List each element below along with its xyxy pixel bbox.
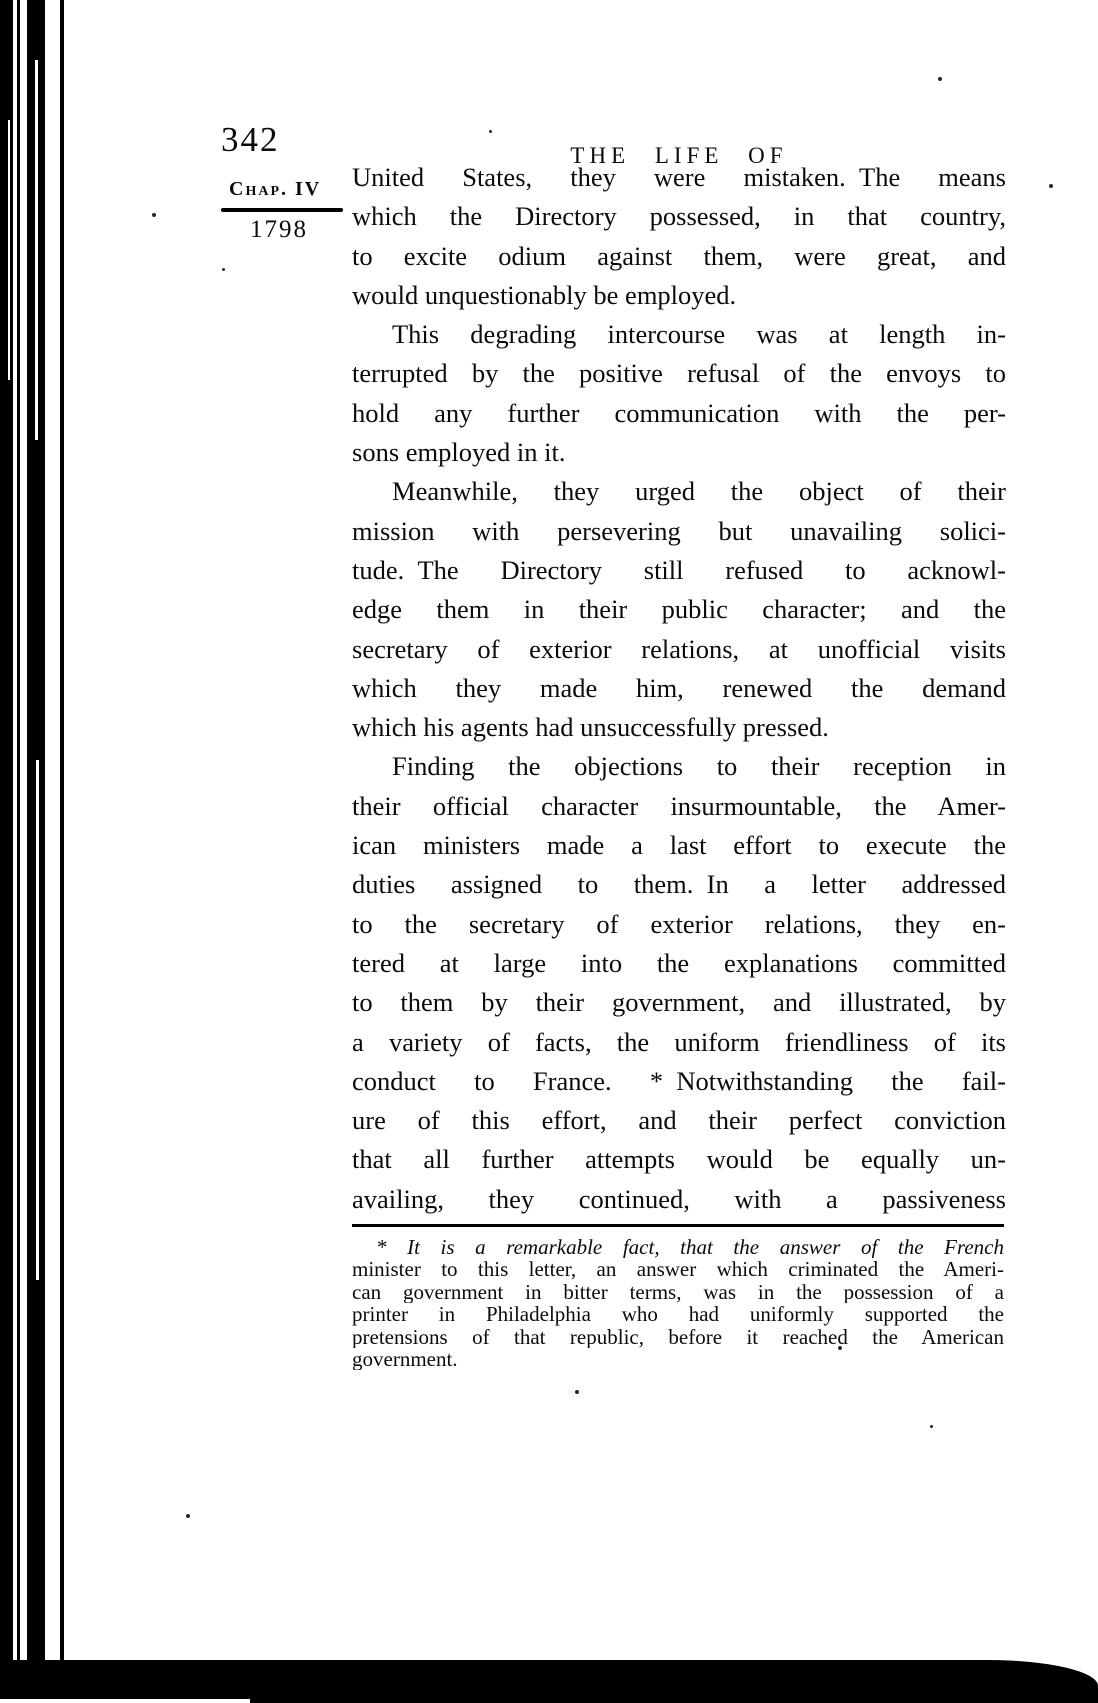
bottom-scan-sliver <box>0 1699 250 1703</box>
ink-speck <box>152 213 156 217</box>
body-line: that all further attempts would be equally un- <box>352 1144 1006 1175</box>
body-line: Meanwhile, they urged the object of their <box>392 476 1006 507</box>
footnote-rule <box>352 1224 1004 1227</box>
gutter-stripe <box>17 0 20 1668</box>
ink-speck <box>938 77 942 81</box>
body-text <box>352 158 1006 1219</box>
body-line: Finding the objections to their reception in <box>392 751 1006 782</box>
body-line: conduct to France. * Notwithstanding the fail- <box>352 1065 1006 1096</box>
body-line: edge them in their public character; and the <box>352 594 1006 625</box>
body-line: which his agents had unsuccessfully pressed. <box>352 712 829 743</box>
footnote-line: pretensions of that republic, before it reached the American <box>352 1325 1004 1349</box>
body-line: sons employed in it. <box>352 437 566 468</box>
body-line: secretary of exterior relations, at unofficial visits <box>352 633 1006 664</box>
ink-speck <box>489 130 492 133</box>
body-line: mission with persevering but unavailing solici- <box>352 515 1006 546</box>
body-line: tered at large into the explanations committed <box>352 947 1006 978</box>
footnote <box>352 1236 1004 1370</box>
body-line: duties assigned to them. In a letter addressed <box>352 869 1006 900</box>
body-line: terrupted by the positive refusal of the envoys to <box>352 358 1006 389</box>
gutter-stripe <box>0 0 13 1668</box>
footnote-line: printer in Philadelphia who had uniformly supported the <box>352 1303 1004 1326</box>
gutter-white-streak <box>8 120 10 380</box>
body-line: ican ministers made a last effort to execute the <box>352 830 1006 861</box>
running-header: THE LIFE OF <box>570 143 788 168</box>
body-line: would unquestionably be employed. <box>352 279 737 310</box>
gutter-stripe <box>60 0 64 1668</box>
body-line: their official character insurmountable, the Amer- <box>352 790 1006 821</box>
ink-speck <box>575 1390 579 1394</box>
footnote-line: minister to this letter, an answer which criminated the Ameri- <box>352 1258 1004 1281</box>
body-line: which the Directory possessed, in that country, <box>352 201 1006 232</box>
body-line: United States, they were mistaken. The means <box>352 162 1006 192</box>
chapter-label: Chap. IV <box>229 178 322 200</box>
body-line: This degrading intercourse was at length in- <box>392 319 1006 350</box>
body-line: tude. The Directory still refused to acknowl- <box>352 554 1006 585</box>
body-line: ure of this effort, and their perfect conviction <box>352 1105 1006 1136</box>
ink-speck <box>222 268 225 271</box>
ink-speck <box>930 1425 933 1428</box>
gutter-white-streak <box>35 60 38 440</box>
body-line: hold any further communication with the per- <box>352 397 1006 428</box>
body-line: a variety of facts, the uniform friendliness of its <box>352 1026 1006 1057</box>
chapter-rule <box>221 208 343 212</box>
body-line: which they made him, renewed the demand <box>352 672 1006 703</box>
footnote-line: can government in bitter terms, was in the possession of a <box>352 1280 1004 1304</box>
bottom-scan-band <box>0 1660 1098 1703</box>
footnote-line: * It is a remarkable fact, that the answer of the French <box>376 1236 1004 1259</box>
page-number: 342 <box>221 120 280 159</box>
gutter-white-streak <box>36 760 39 1280</box>
footnote-line: government. <box>352 1348 458 1371</box>
body-line: to the secretary of exterior relations, they en- <box>352 908 1006 939</box>
body-line: availing, they continued, with a passiveness <box>352 1183 1006 1214</box>
body-line: to them by their government, and illustrated, by <box>352 987 1006 1018</box>
ink-speck <box>186 1514 190 1518</box>
year-label: 1798 <box>250 216 308 243</box>
ink-speck <box>1049 184 1053 188</box>
body-line: to excite odium against them, were great, and <box>352 240 1006 271</box>
